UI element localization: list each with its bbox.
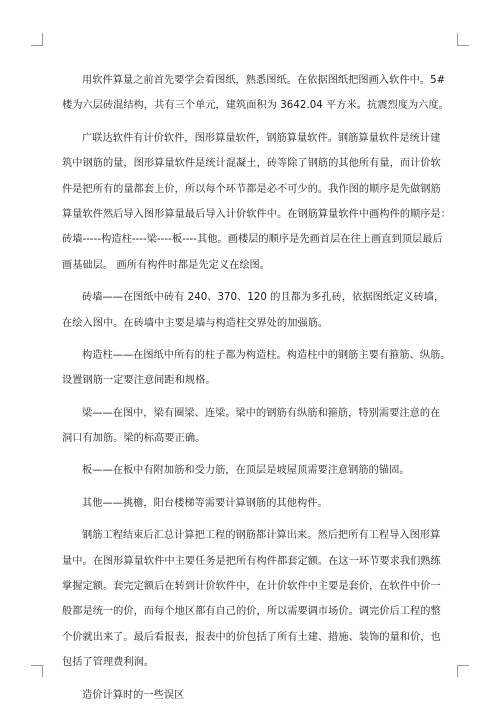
text-line: 般都是统一的价，而每个地区都有自己的价，所以需要调市场价。调完价后工程的整 (62, 606, 441, 618)
paragraph-software-overview (62, 126, 452, 278)
document-body (62, 68, 452, 708)
section-heading (62, 683, 440, 708)
text-line: 钢筋工程结束后汇总计算把工程的钢筋都计算出来。然后把所有工程导入图形算 (82, 530, 441, 542)
text-line: 在绘入图中。在砖墙中主要是墙与构造柱交界处的加强筋。 (62, 317, 329, 329)
text-line: 设置钢筋一定要注意间距和规格。 (62, 375, 216, 387)
text-line: 包括了管理费利润。 (62, 657, 155, 669)
paragraph-structural-column (62, 343, 451, 394)
heading-text: 造价计算时的一些误区 (82, 689, 185, 701)
paragraph-beam (62, 401, 440, 452)
text-line: 构造柱——在图纸中所有的柱子都为构造柱。构造柱中的钢筋主要有箍筋、纵筋。 (82, 349, 451, 361)
text-line: 板——在板中有附加筋和受力筋，在顶层是坡屋顶需要注意钢筋的锚固。 (82, 465, 410, 477)
text-line: 其他——挑檐，阳台楼梯等需要计算钢筋的其他构件。 (82, 497, 328, 509)
text-line: 砖墙——在图纸中砖有 240、370、120 的且都为多孔砖，依据图纸定义砖墙， (82, 292, 445, 304)
text-line: 梁——在图中，梁有圈梁、连梁。梁中的钢筋有纵筋和箍筋，特别需要注意的在 (82, 407, 441, 419)
text-line: 广联达软件有计价软件，图形算量软件，钢筋算量软件。钢筋算量软件是统计建 (82, 132, 441, 144)
text-line: 楼为六层砖混结构，共有三个单元，建筑面积为 3642.04 平方米。抗震烈度为六度。 (62, 100, 449, 112)
paragraph-workflow (62, 523, 440, 675)
text-line: 砖墙-----构造柱----梁----板----其他。画楼层的顺序是先画首层在往上画直到顶层最后 (62, 234, 443, 246)
paragraph-slab (62, 458, 440, 483)
text-line: 件是把所有的量都套上价，所以每个环节都是必不可少的。我作图的顺序是先做钢筋 (62, 183, 441, 195)
text-line: 掌握定额。套完定额后在转到计价软件中，在计价软件中主要是套价，在软件中价一 (62, 581, 441, 593)
text-line: 画基础层。 画所有构件时都是先定义在绘图。 (62, 259, 271, 271)
text-line: 个价就出来了。最后看报表，报表中的价包括了所有土建、措施、装饰的量和价，也 (62, 631, 441, 643)
paragraph-intro (62, 68, 449, 119)
text-line: 洞口有加筋。梁的标高要正确。 (62, 433, 206, 445)
text-line: 用软件算量之前首先要学会看图纸，熟悉图纸。在依据图纸把图画入软件中。5# (82, 75, 446, 86)
text-line: 量中。在图形算量软件中主要任务是把所有构件都套定额。在这一环节要求我们熟练 (62, 555, 441, 567)
paragraph-brick-wall (62, 285, 445, 336)
paragraph-other (62, 491, 440, 516)
text-line: 筑中钢筋的量，图形算量软件是统计混凝土，砖等除了钢筋的其他所有量，而计价软 (62, 158, 441, 170)
text-line: 算量软件然后导入图形算量最后导入计价软件中。在钢筋算量软件中画构件的顺序是： (62, 208, 452, 220)
